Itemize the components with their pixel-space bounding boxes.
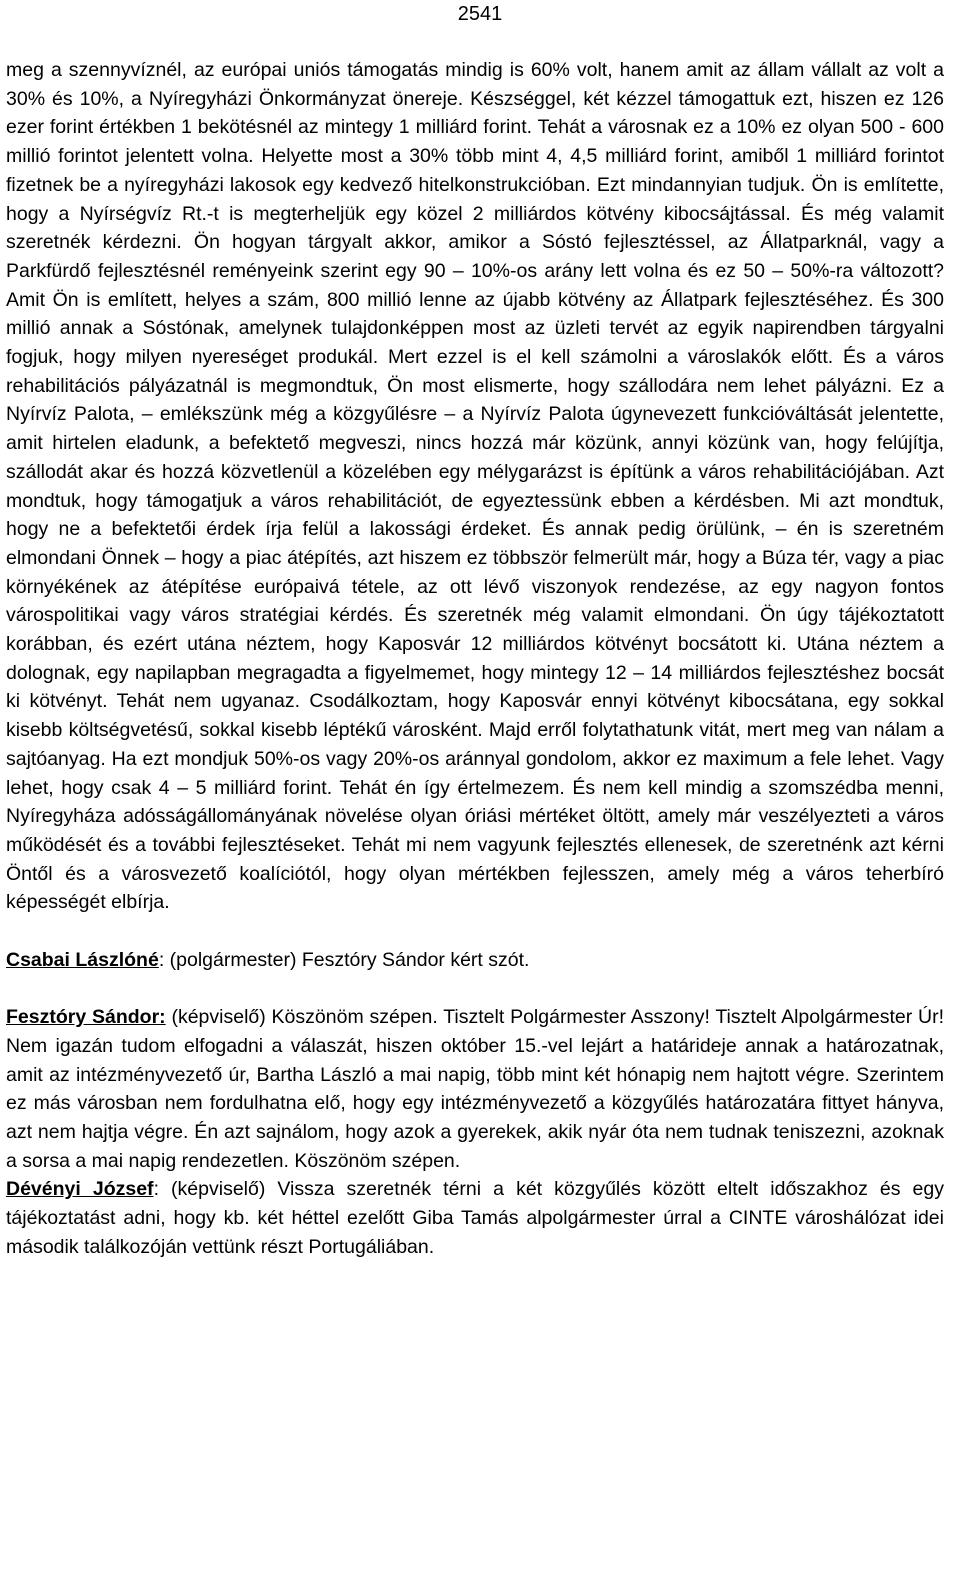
paragraph-speech-continuation: meg a szennyvíznél, az európai uniós támogatás mindig is 60% volt, hanem amit az állam vállalt az volt a 30% és 10%, a Nyíregyházi Önkormányzat önereje. Készséggel, két kézzel támogattuk ezt, hiszen ez 126 ezer forint értékben 1 bekötésnél az mintegy 1 milliárd forint. Tehát a városnak ez a 10% ez olyan 500 - 600 millió forintot jelentett volna. Helyette most a 30% több mint 4, 4,5 milliárd forint, amiből 1 milliárd forintot fizetnek be a nyíregyházi lakosok egy kedvező hitelkonstrukcióban. Ezt mindannyian tudjuk. Ön is említette, hogy a Nyírségvíz Rt.-t is megterheljük egy közel 2 milliárdos kötvény kibocsájtással. És még valamit szeretnék kérdezni. Ön hogyan tárgyalt akkor, amikor a Sóstó fejlesztéssel, az Állatparknál, vagy a Parkfürdő fejlesztésnél reményeink szerint egy 90 – 10%-os arány lett volna és ez 50 – 50%-ra változott? Amit Ön is említett, helyes a szám, 800 millió lenne az újabb kötvény az Állatpark fejlesztéséhez. És 300 millió annak a Sóstónak, amelynek tulajdonképpen most az üzleti tervét az egyik napirendben tárgyalni fogjuk, hogy milyen nyereséget produkál. Mert ezzel is el kell számolni a városlakók előtt. És a város rehabilitációs pályázatnál is megmondtuk, Ön most elismerte, hogy szállodára nem lehet pályázni. Ez a Nyírvíz Palota, – emlékszünk még a közgyűlésre – a Nyírvíz Palota úgynevezett funkcióváltását jelentette, amit hirtelen eladunk, a befektető megveszi, nincs hozzá már közünk, annyi közünk van, hogy felújítja, szállodát akar és hozzá közvetlenül a közelében egy mélygarázst is építünk a város rehabilitációjában. Azt mondtuk, hogy támogatjuk a város rehabilitációt, de egyeztessünk ebben a kérdésben. Mi azt mondtuk, hogy ne a befektetői érdek írja felül a lakossági érdeket. És annak pedig örülünk, – én is szeretném elmondani Önnek – hogy a piac átépítés, azt hiszem ez többször felmerült már, hogy a Búza tér, vagy a piac környékének az átépítése európaivá tétele, az ott lévő viszonyok rendezése, az egy nagyon fontos várospolitikai vagy város stratégiai kérdés. És szeretnék még valamit elmondani. Ön úgy tájékoztatott korábban, és ezért utána néztem, hogy Kaposvár 12 milliárdos kötvényt bocsátott ki. Utána néztem a dolognak, egy napilapban megragadta a figyelmemet, hogy mintegy 12 – 14 milliárdos fejlesztéshez bocsát ki kötvényt. Tehát nem ugyanaz. Csodálkoztam, hogy Kaposvár ennyi kötvényt kibocsátana, egy sokkal kisebb költségvetésű, sokkal kisebb léptékű városként. Majd erről folytathatunk vitát, mert meg van nálam a sajtóanyag. Ha ezt mondjuk 50%-os vagy 20%-os aránnyal gondolom, akkor ez maximum a fele lehet. Vagy lehet, hogy csak 4 – 5 milliárd forint. Tehát én így értelmezem. És nem kell mindig a szomszédba menni, Nyíregyháza adósságállományának növelése olyan óriási mértéket öltött, amely már veszélyezteti a város működését és a további fejlesztéseket. Tehát mi nem vagyunk fejlesztés ellenesek, de szeretnénk azt kérni Öntől és a városvezető koalíciótól, hogy olyan mértékben fejlesszen, amely még a város teherbíró képességét elbírja. bbox=[6, 59, 944, 914]
speech-text: (képviselő) Köszönöm szépen. Tisztelt Polgármester Asszony! Tisztelt Alpolgármester Úr! Nem igazán tudom elfogadni a válaszát, hiszen október 15.-vel lejárt a határideje annak a határozatnak, amit az intézményvezető úr, Bartha László a mai napig, több mint két hónapig nem hajtott végre. Szerintem ez más városban nem fordulhatna elő, hogy egy intézményvezető a közgyűlés határozatára fittyet hányva, azt nem hajtja végre. Én azt sajnálom, hogy azok a gyerekek, akik nyár óta nem tudnak teniszezni, azoknak a sorsa a mai napig rendezetlen. Köszönöm szépen. bbox=[6, 1006, 945, 1172]
speech-text: : (képviselő) Vissza szeretnék térni a két közgyűlés között eltelt időszakhoz és egy tájékoztatást adni, hogy kb. két héttel ezelőtt Giba Tamás alpolgármester úrral a CINTE városhálózat idei második találkozóján vettünk részt Portugáliában. bbox=[6, 1178, 944, 1258]
paragraph-fesztory bbox=[6, 1003, 944, 1175]
speaker-name: Csabai Lászlóné bbox=[6, 948, 159, 971]
paragraph-mayor bbox=[6, 946, 944, 975]
speaker-name: Dévényi József bbox=[6, 1178, 154, 1201]
speaker-name: Fesztóry Sándor: bbox=[6, 1006, 166, 1029]
document-body bbox=[6, 56, 944, 1262]
speech-text: : (polgármester) Fesztóry Sándor kért szót. bbox=[158, 948, 530, 971]
page-number: 2541 bbox=[457, 3, 503, 25]
paragraph-devenyi bbox=[6, 1175, 944, 1261]
